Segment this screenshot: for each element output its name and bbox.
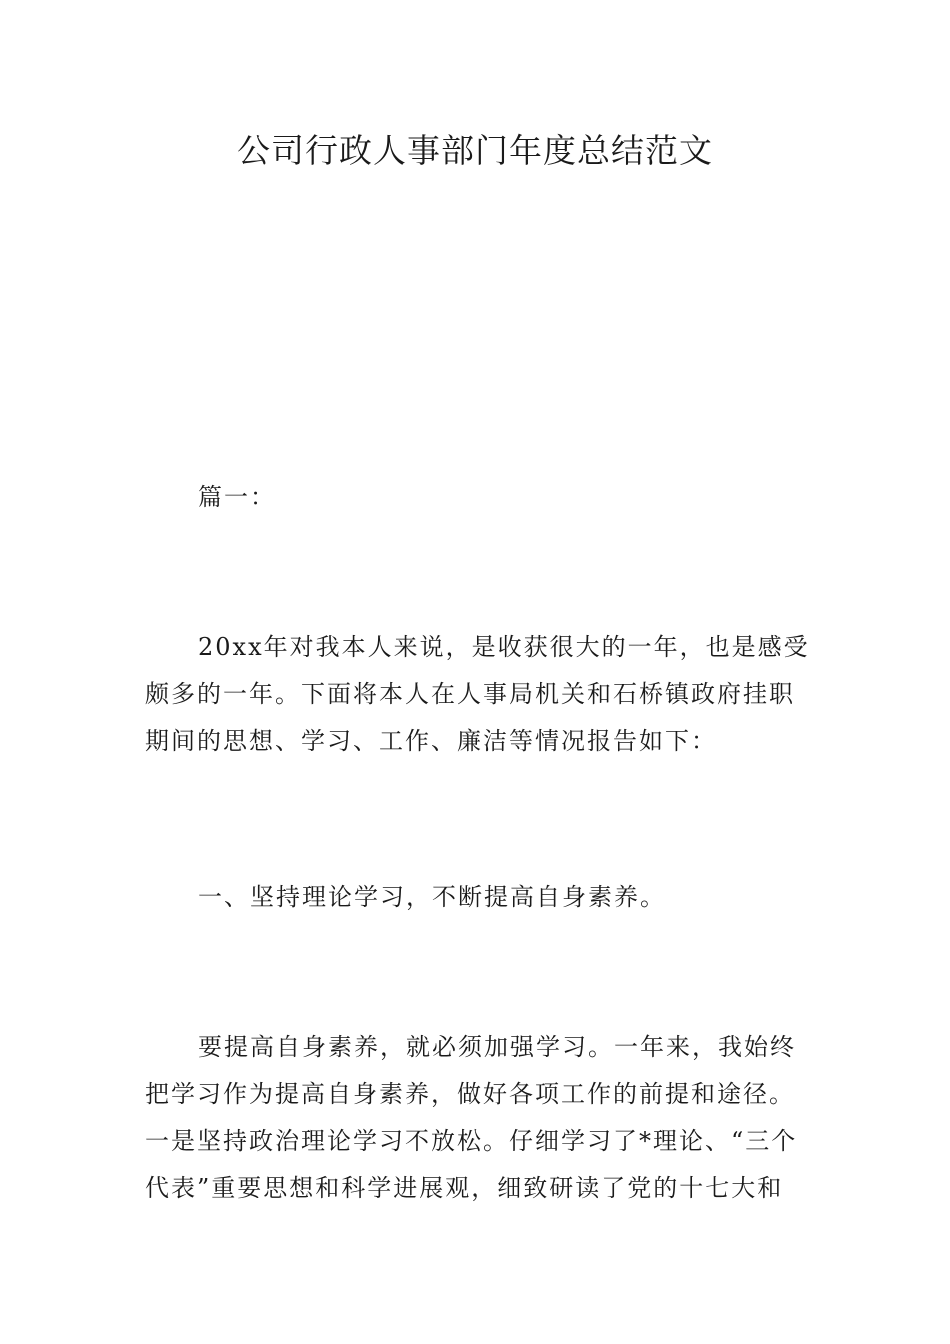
intro-line: 颇多的一年。下面将本人在人事局机关和石桥镇政府挂职 bbox=[145, 680, 795, 708]
body-line: 把学习作为提高自身素养，做好各项工作的前提和途径。 bbox=[145, 1080, 795, 1108]
intro-paragraph bbox=[145, 624, 809, 765]
intro-line: 20xx年对我本人来说，是收获很大的一年，也是感受 bbox=[198, 633, 810, 661]
body-paragraph bbox=[145, 1024, 809, 1212]
intro-line: 期间的思想、学习、工作、廉洁等情况报告如下： bbox=[145, 727, 717, 755]
body-line: 代表”重要思想和科学进展观，细致研读了党的十七大和 bbox=[145, 1174, 784, 1202]
body-line: 要提高自身素养，就必须加强学习。一年来，我始终 bbox=[198, 1033, 796, 1061]
section-label: 篇一： bbox=[198, 483, 276, 511]
document-title: 公司行政人事部门年度总结范文 bbox=[237, 131, 713, 170]
section-heading: 一、坚持理论学习，不断提高自身素养。 bbox=[198, 883, 666, 911]
body-line: 一是坚持政治理论学习不放松。仔细学习了*理论、“三个 bbox=[145, 1127, 798, 1155]
